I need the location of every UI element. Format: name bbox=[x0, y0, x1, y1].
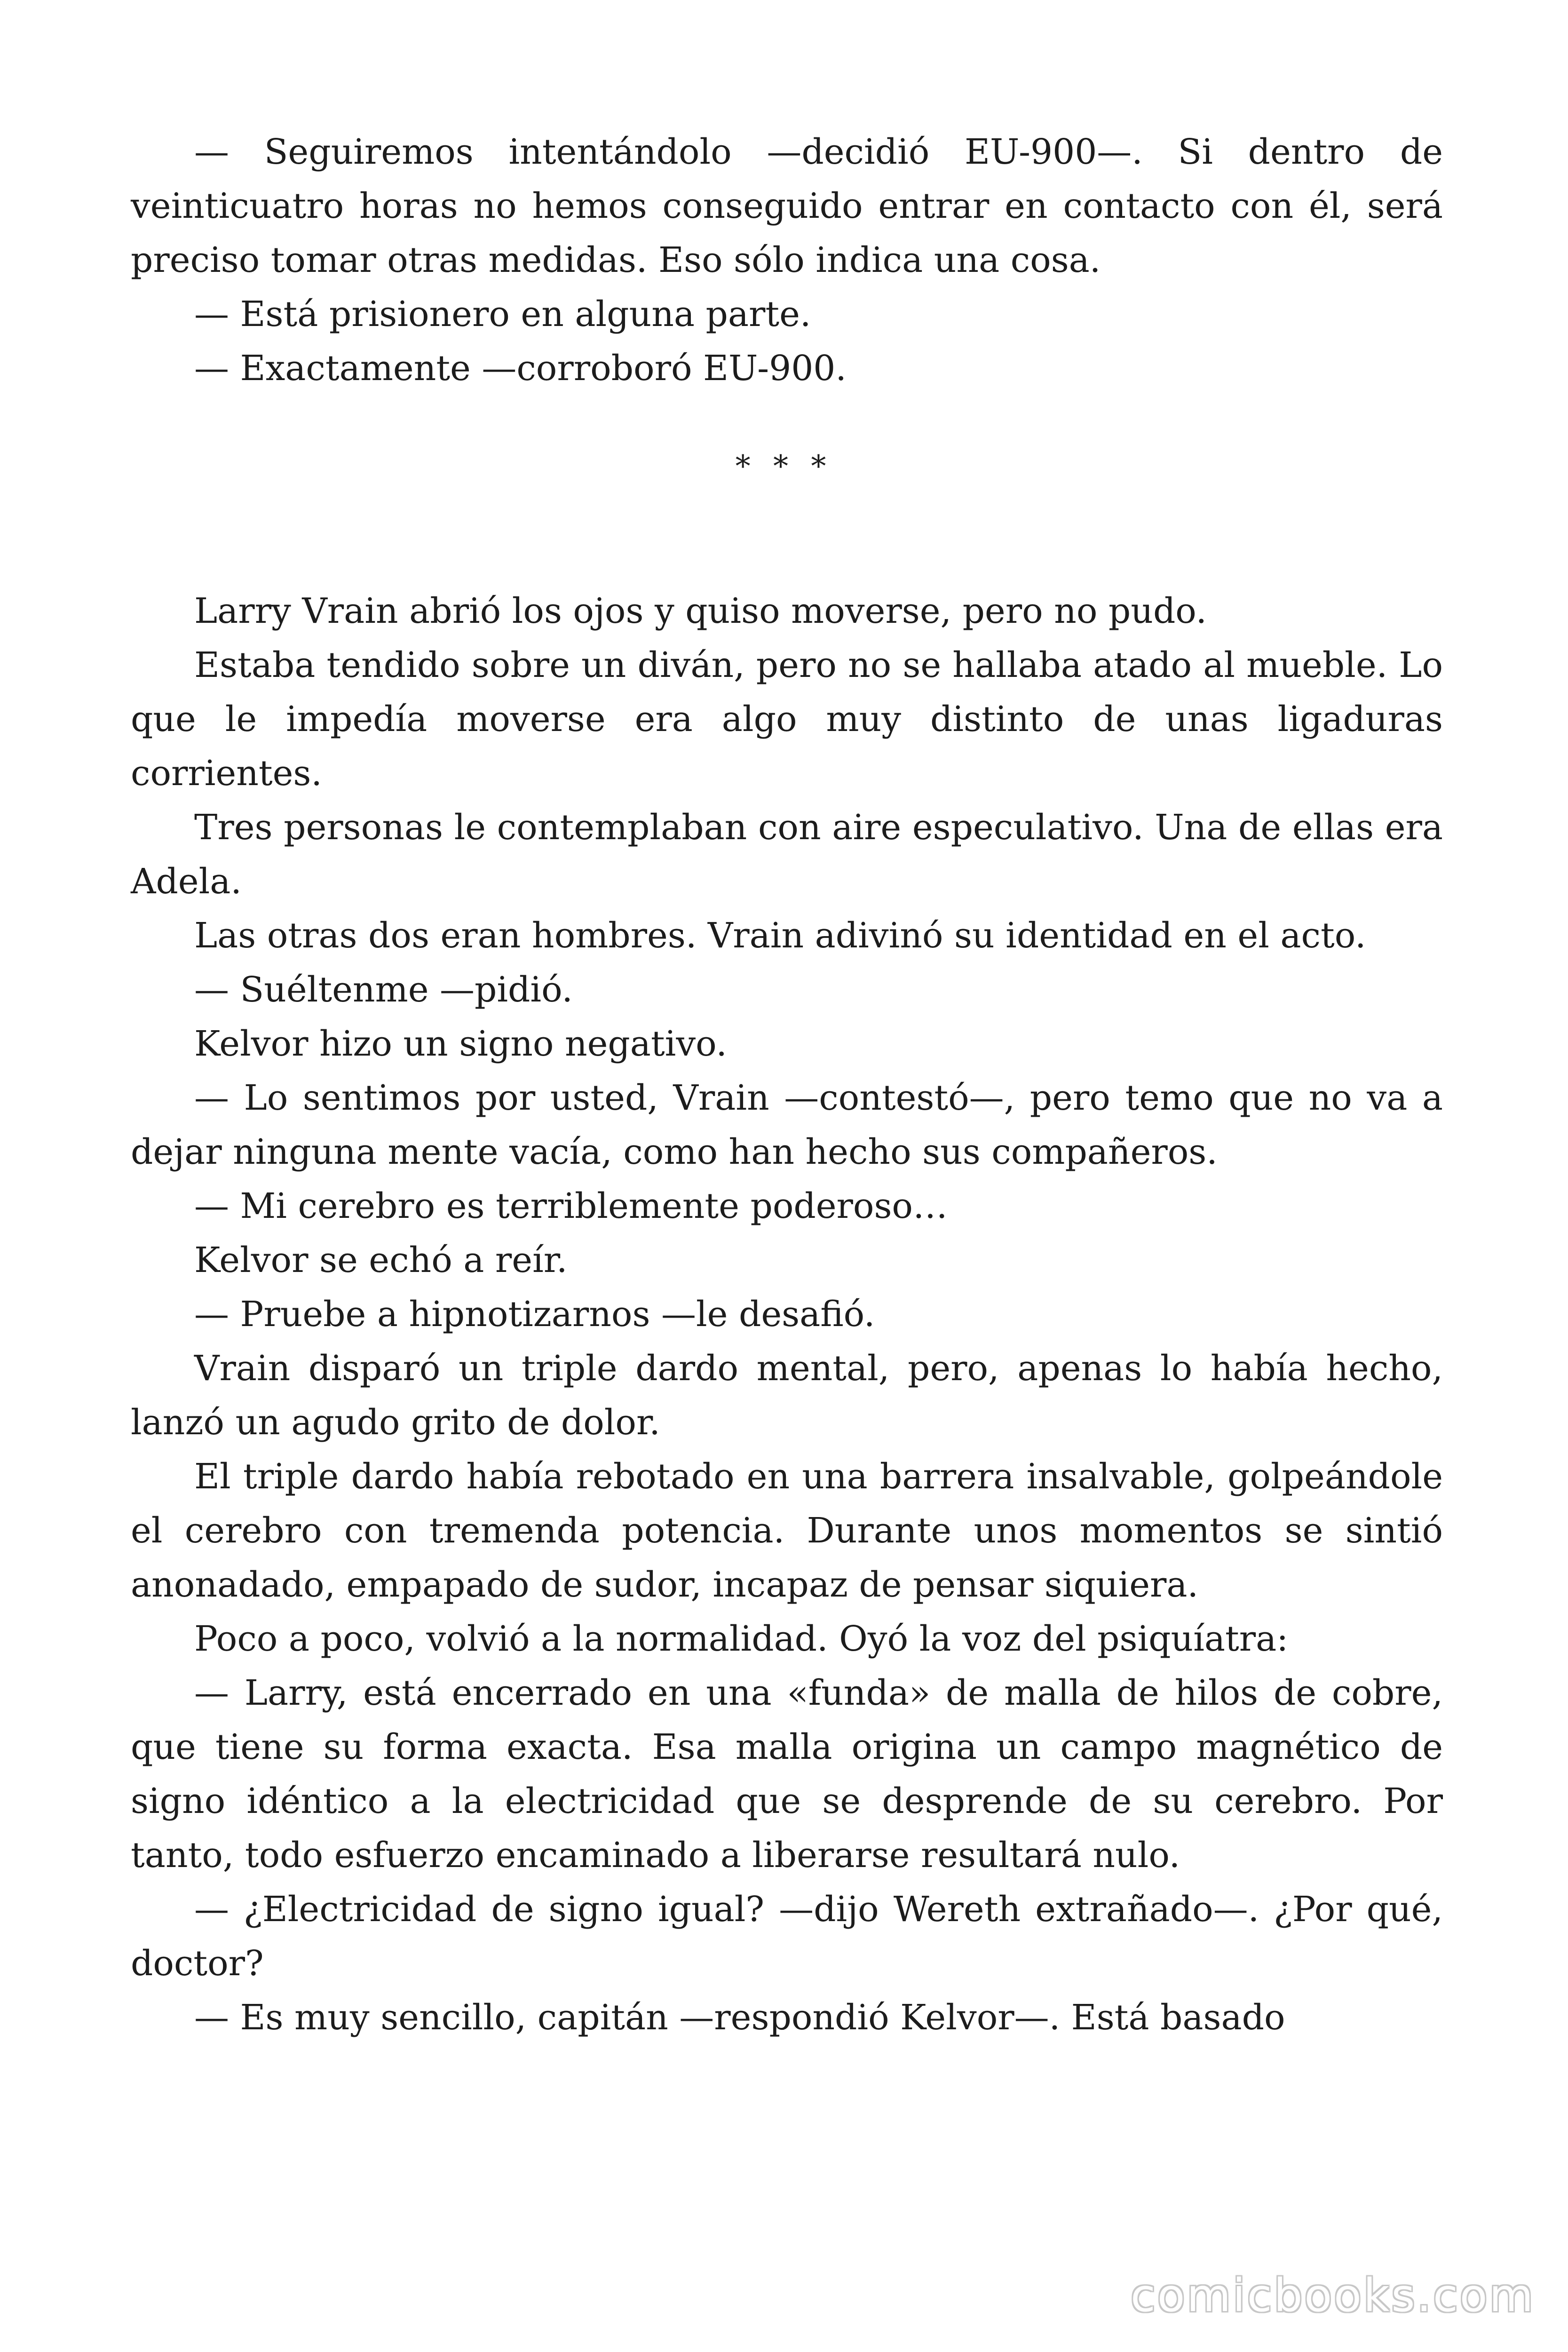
paragraph: Kelvor se echó a reír. bbox=[194, 1240, 568, 1280]
paragraph: El triple dardo había rebotado en una barrera insalvable, golpeándole el cerebro con tremenda potencia. Durante unos momentos se sintió anonadado, empapado de sudor, incapaz de pensar siquiera. bbox=[131, 1456, 1443, 1605]
paragraph: Larry Vrain abrió los ojos y quiso moverse, pero no pudo. bbox=[194, 591, 1207, 631]
paragraph: — Es muy sencillo, capitán —respondió Kelvor—. Está basado bbox=[194, 1997, 1285, 2038]
paragraph: Vrain disparó un triple dardo mental, pero, apenas lo había hecho, lanzó un agudo grito de dolor. bbox=[131, 1348, 1443, 1443]
text-block-main bbox=[131, 584, 1443, 2045]
paragraph: Estaba tendido sobre un diván, pero no se hallaba atado al mueble. Lo que le impedía moverse era algo muy distinto de unas ligaduras corrientes. bbox=[131, 645, 1443, 794]
paragraph: — Está prisionero en alguna parte. bbox=[194, 294, 811, 334]
paragraph: Las otras dos eran hombres. Vrain adivinó su identidad en el acto. bbox=[194, 915, 1366, 956]
text-block-top bbox=[131, 125, 1443, 396]
paragraph: — Seguiremos intentándolo —decidió EU-900—. Si dentro de veinticuatro horas no hemos conseguido entrar en contacto con él, será preciso tomar otras medidas. Eso sólo indica una cosa. bbox=[131, 132, 1443, 280]
paragraph: — Lo sentimos por usted, Vrain —contestó—, pero temo que no va a dejar ninguna mente vacía, como han hecho sus compañeros. bbox=[131, 1078, 1443, 1172]
paragraph: — Pruebe a hipnotizarnos —le desafió. bbox=[194, 1294, 875, 1335]
watermark: comicbooks.com bbox=[1130, 2269, 1535, 2322]
paragraph: Poco a poco, volvió a la normalidad. Oyó la voz del psiquíatra: bbox=[194, 1619, 1289, 1659]
paragraph: — ¿Electricidad de signo igual? —dijo Wereth extrañado—. ¿Por qué, doctor? bbox=[131, 1889, 1443, 1984]
paragraph: — Larry, está encerrado en una «funda» de malla de hilos de cobre, que tiene su forma exacta. Esa malla origina un campo magnético de signo idéntico a la electricidad que se desprende de su cerebro. Por tanto, todo esfuerzo encaminado a liberarse resultará nulo. bbox=[131, 1673, 1443, 1875]
paragraph: — Mi cerebro es terriblemente poderoso… bbox=[194, 1186, 948, 1226]
section-separator: * * * bbox=[735, 449, 833, 484]
paragraph: Tres personas le contemplaban con aire especulativo. Una de ellas era Adela. bbox=[131, 807, 1443, 902]
paragraph: Kelvor hizo un signo negativo. bbox=[194, 1024, 727, 1064]
paragraph: — Exactamente —corroboró EU-900. bbox=[194, 348, 847, 389]
paragraph: — Suéltenme —pidió. bbox=[194, 969, 573, 1010]
